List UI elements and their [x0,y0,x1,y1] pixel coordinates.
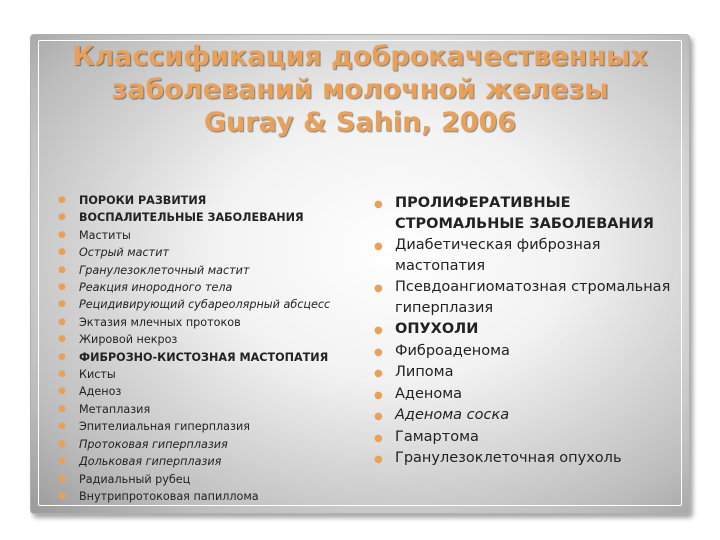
left-item-text: Эпителиальная гиперплазия [79,420,250,434]
right-list-item [374,384,674,405]
bullet-icon: ● [374,199,383,210]
left-list-item [58,209,358,226]
bullet-icon: ● [374,241,383,252]
left-item-text: Жировой некроз [79,333,178,347]
left-list-item [58,471,358,488]
left-list-item [58,244,358,261]
bullet-icon: ● [58,195,66,205]
left-list-item [58,227,358,244]
right-list-item [374,362,674,383]
bullet-icon: ● [374,432,383,444]
left-list-item [58,296,358,313]
right-item-text: Аденома [395,385,463,402]
bullet-icon: ● [374,454,383,465]
left-item-text: Маститы [79,228,131,242]
right-list-item [374,405,674,426]
right-list-item [374,341,674,362]
left-list-item [58,262,358,279]
right-item-text: Аденома соска [395,407,510,423]
right-list-item [374,427,674,448]
right-item-text: Липома [395,364,454,380]
right-item-text: Псевдоангиоматозная стромальная гиперплазия [395,279,671,316]
bullet-icon: ● [374,389,383,401]
right-item-text: ПРОЛИФЕРАТИВНЫЕ СТРОМАЛЬНЫЕ ЗАБОЛЕВАНИЯ [395,195,654,232]
left-list-item [58,314,358,331]
left-item-text: ВОСПАЛИТЕЛЬНЫЕ ЗАБОЛЕВАНИЯ [79,211,304,225]
right-column-list [374,193,674,470]
bullet-icon: ● [58,403,66,414]
left-list-item [58,192,358,209]
slide-title [40,40,680,139]
left-item-text: Кисты [79,368,116,382]
bullet-icon: ● [58,386,66,397]
bullet-icon: ● [58,490,66,501]
right-list-item [374,319,674,340]
left-list-item [58,331,358,348]
bullet-icon: ● [374,346,383,358]
right-list-item [374,448,674,469]
bullet-icon: ● [58,299,66,310]
left-item-text: ПОРОКИ РАЗВИТИЯ [79,194,207,207]
title-line-3: Guray & Sahin, 2006 [203,107,517,138]
title-line-1: Классификация доброкачественных [72,41,648,72]
left-item-text: Протоковая гиперплазия [79,437,228,451]
left-item-text: Рецидивирующий субареолярный абсцесс [79,298,331,312]
bullet-icon: ● [58,369,66,380]
bullet-icon: ● [58,438,66,449]
left-list-item [58,453,358,470]
left-item-text: Гранулезоклеточный мастит [79,263,250,277]
bullet-icon: ● [58,473,66,484]
bullet-icon: ● [58,456,66,467]
left-item-text: Внутрипротоковая папиллома [79,489,259,503]
bullet-icon: ● [58,421,66,432]
left-column-list [58,192,358,505]
bullet-icon: ● [58,264,66,275]
bullet-icon: ● [374,411,383,422]
left-list-item [58,383,358,400]
left-item-text: Дольковая гиперплазия [79,455,222,469]
right-item-text: ОПУХОЛИ [395,321,479,337]
left-list-item [58,366,358,383]
bullet-icon: ● [374,368,383,379]
right-list-item [374,193,674,234]
bullet-icon: ● [58,334,66,345]
bullet-icon: ● [58,316,66,327]
left-list-item [58,488,358,505]
left-item-text: Радиальный рубец [79,472,191,486]
title-line-2: заболеваний молочной железы [111,74,609,105]
right-item-text: Гамартома [395,428,479,445]
left-item-text: Аденоз [79,385,122,399]
bullet-icon: ● [58,212,66,223]
bullet-icon: ● [374,325,383,336]
right-list-item [374,277,674,318]
right-item-text: Диабетическая фиброзная мастопатия [395,237,601,274]
left-item-text: Реакция инородного тела [79,281,233,295]
left-list-item [58,279,358,296]
bullet-icon: ● [58,247,66,258]
right-item-text: Гранулезоклеточная опухоль [395,450,622,466]
left-item-text: Метаплазия [79,402,151,416]
right-item-text: Фиброаденома [395,342,510,359]
bullet-icon: ● [58,282,66,293]
left-list-item [58,349,358,366]
right-list-item [374,235,674,276]
left-item-text: ФИБРОЗНО-КИСТОЗНАЯ МАСТОПАТИЯ [79,350,329,364]
left-list-item [58,401,358,418]
bullet-icon: ● [58,229,66,240]
left-list-item [58,436,358,453]
left-item-text: Острый мастит [79,246,169,260]
bullet-icon: ● [58,351,66,362]
bullet-icon: ● [374,283,383,294]
left-item-text: Эктазия млечных протоков [79,315,241,329]
left-list-item [58,418,358,435]
